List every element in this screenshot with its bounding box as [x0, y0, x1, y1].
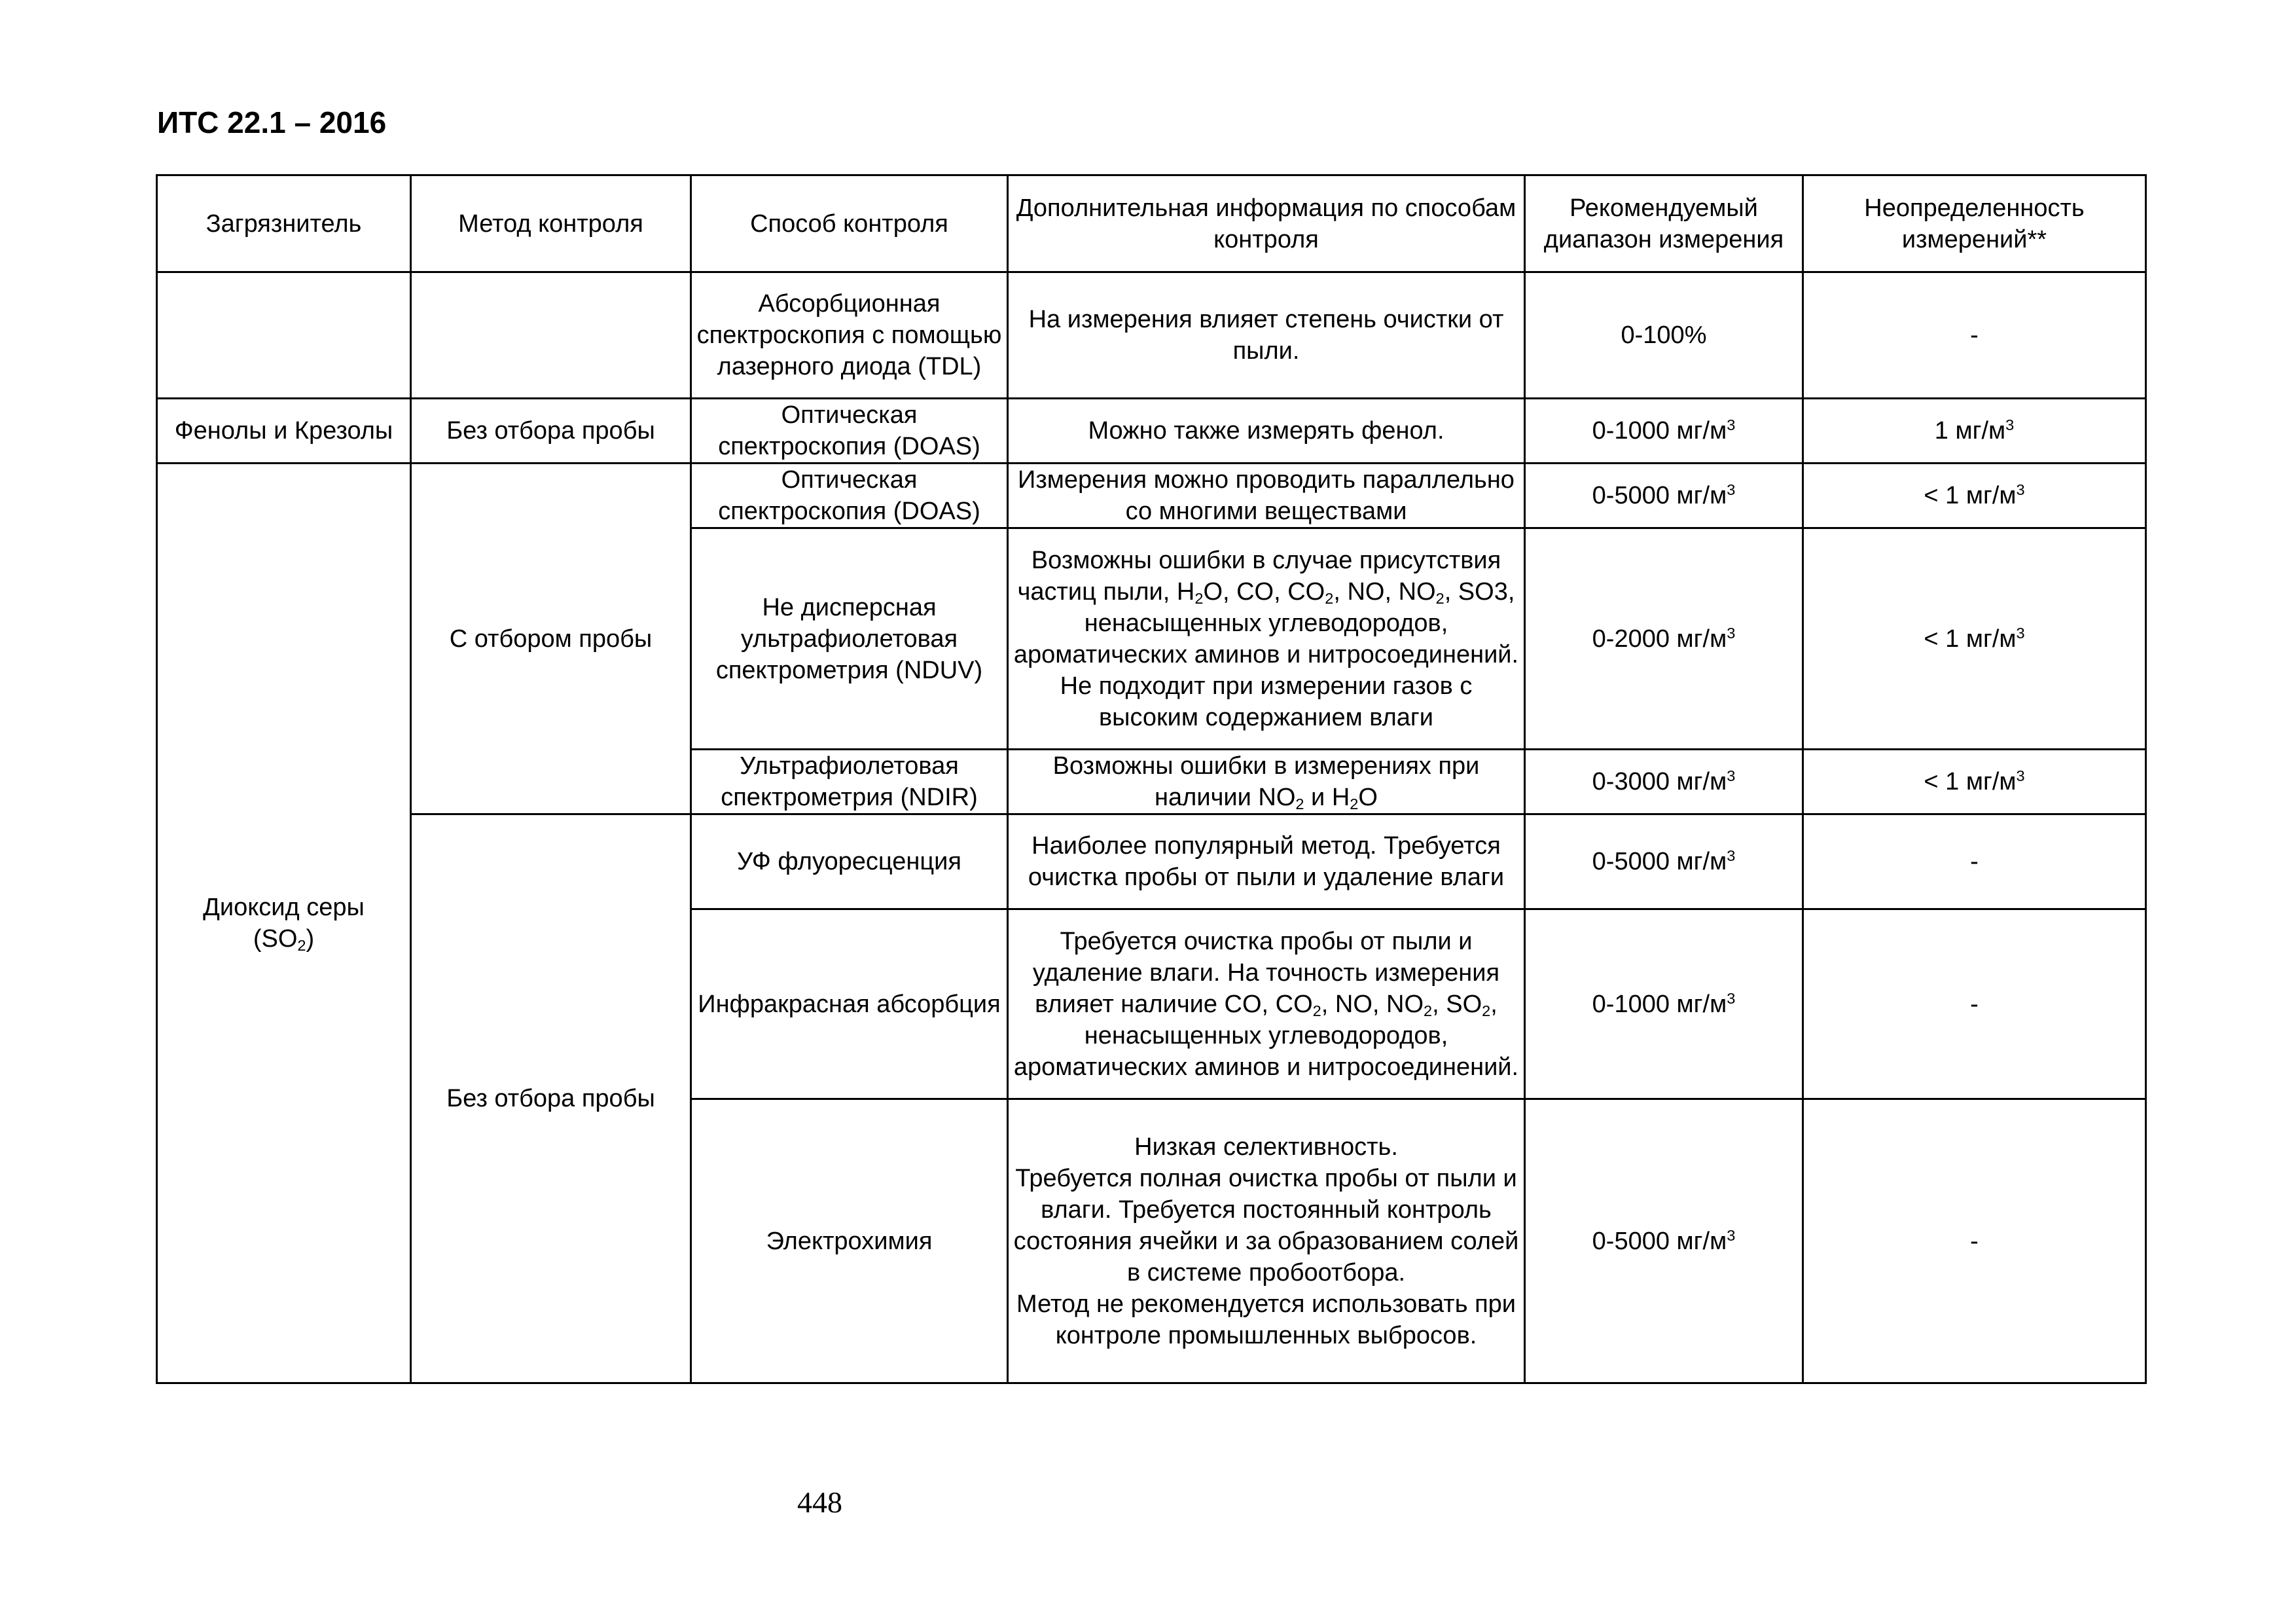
range-cell: 0-5000 $мг/м^3$ [1525, 1099, 1803, 1383]
technique-cell: Оптическая спектроскопия (DOAS) [691, 464, 1008, 528]
header-technique: Способ контроля [691, 175, 1008, 272]
header-info: Дополнительная информация по способам контроля [1008, 175, 1525, 272]
info-cell: Можно также измерять фенол. [1008, 399, 1525, 464]
info-cell: На измерения влияет степень очистки от пыли. [1008, 272, 1525, 399]
document-title: ИТС 22.1 – 2016 [157, 105, 387, 139]
method-cell-empty [411, 272, 691, 399]
table-row [157, 399, 2146, 464]
pollutant-formula: $(SO_2)$ [253, 925, 315, 954]
pollutant-name: Диоксид серы [203, 894, 365, 921]
info-cell: Низкая селективность. Требуется полная очистка пробы от пыли и влаги. Требуется постоянный контроль состояния ячейки и за образованием солей в системе пробоотбора. Метод не рекомендуется использовать при контроле промышленных выбросов. [1008, 1099, 1525, 1383]
page-number: 448 [797, 1486, 842, 1519]
uncertainty-cell: - [1803, 1099, 2146, 1383]
technique-cell: Не дисперсная ультрафиолетовая спектрометрия (NDUV) [691, 528, 1008, 750]
header-uncertainty: Неопределенность измерений** [1803, 175, 2146, 272]
table-row [157, 464, 2146, 528]
table-header-row [157, 175, 2146, 272]
uncertainty-cell: 1 $мг/м^3$ [1803, 399, 2146, 464]
info-cell: Требуется очистка пробы от пыли и удаление влаги. На точность измерения влияет наличие CO, $CO_2$, NO, $NO_2$, $SO_2$, ненасыщенных углеводородов, ароматических аминов и нитросоединений. [1008, 909, 1525, 1099]
technique-cell: Электрохимия [691, 1099, 1008, 1383]
pollutant-cell-so2 [157, 464, 411, 1383]
uncertainty-cell: - [1803, 909, 2146, 1099]
range-cell: 0-2000 $мг/м^3$ [1525, 528, 1803, 750]
header-pollutant: Загрязнитель [157, 175, 411, 272]
uncertainty-cell: - [1803, 814, 2146, 909]
table-row [157, 814, 2146, 909]
header-method: Метод контроля [411, 175, 691, 272]
uncertainty-cell: < 1 $мг/м^3$ [1803, 528, 2146, 750]
range-cell: 0-1000 $мг/м^3$ [1525, 909, 1803, 1099]
info-cell: Наиболее популярный метод. Требуется очистка пробы от пыли и удаление влаги [1008, 814, 1525, 909]
method-cell: Без отбора пробы [411, 399, 691, 464]
info-cell: Возможны ошибки в случае присутствия частиц пыли, $H_2O$, CO, $CO_2$, NO, $NO_2$, SO3, ненасыщенных углеводородов, ароматических аминов и нитросоединений. Не подходит при измерении газов с высоким содержанием влаги [1008, 528, 1525, 750]
table-row [157, 272, 2146, 399]
range-cell: 0-1000 $мг/м^3$ [1525, 399, 1803, 464]
range-cell: 0-3000 $мг/м^3$ [1525, 750, 1803, 814]
uncertainty-cell: < 1 $мг/м^3$ [1803, 750, 2146, 814]
technique-cell: УФ флуоресценция [691, 814, 1008, 909]
pollutant-monitoring-table [156, 174, 2147, 1384]
header-range: Рекомендуемый диапазон измерения [1525, 175, 1803, 272]
technique-cell: Инфракрасная абсорбция [691, 909, 1008, 1099]
pollutant-cell-empty [157, 272, 411, 399]
info-cell: Измерения можно проводить параллельно со многими веществами [1008, 464, 1525, 528]
pollutant-cell: Фенолы и Крезолы [157, 399, 411, 464]
technique-cell: Абсорбционная спектроскопия с помощью лазерного диода (TDL) [691, 272, 1008, 399]
method-cell-without-sampling: Без отбора пробы [411, 814, 691, 1383]
range-cell: 0-100% [1525, 272, 1803, 399]
range-cell: 0-5000 $мг/м^3$ [1525, 464, 1803, 528]
technique-cell: Оптическая спектроскопия (DOAS) [691, 399, 1008, 464]
info-cell: Возможны ошибки в измерениях при наличии $NO_2$ и $H_2O$ [1008, 750, 1525, 814]
uncertainty-cell: < 1 $мг/м^3$ [1803, 464, 2146, 528]
method-cell-with-sampling: С отбором пробы [411, 464, 691, 814]
range-cell: 0-5000 $мг/м^3$ [1525, 814, 1803, 909]
uncertainty-cell: - [1803, 272, 2146, 399]
technique-cell: Ультрафиолетовая спектрометрия (NDIR) [691, 750, 1008, 814]
